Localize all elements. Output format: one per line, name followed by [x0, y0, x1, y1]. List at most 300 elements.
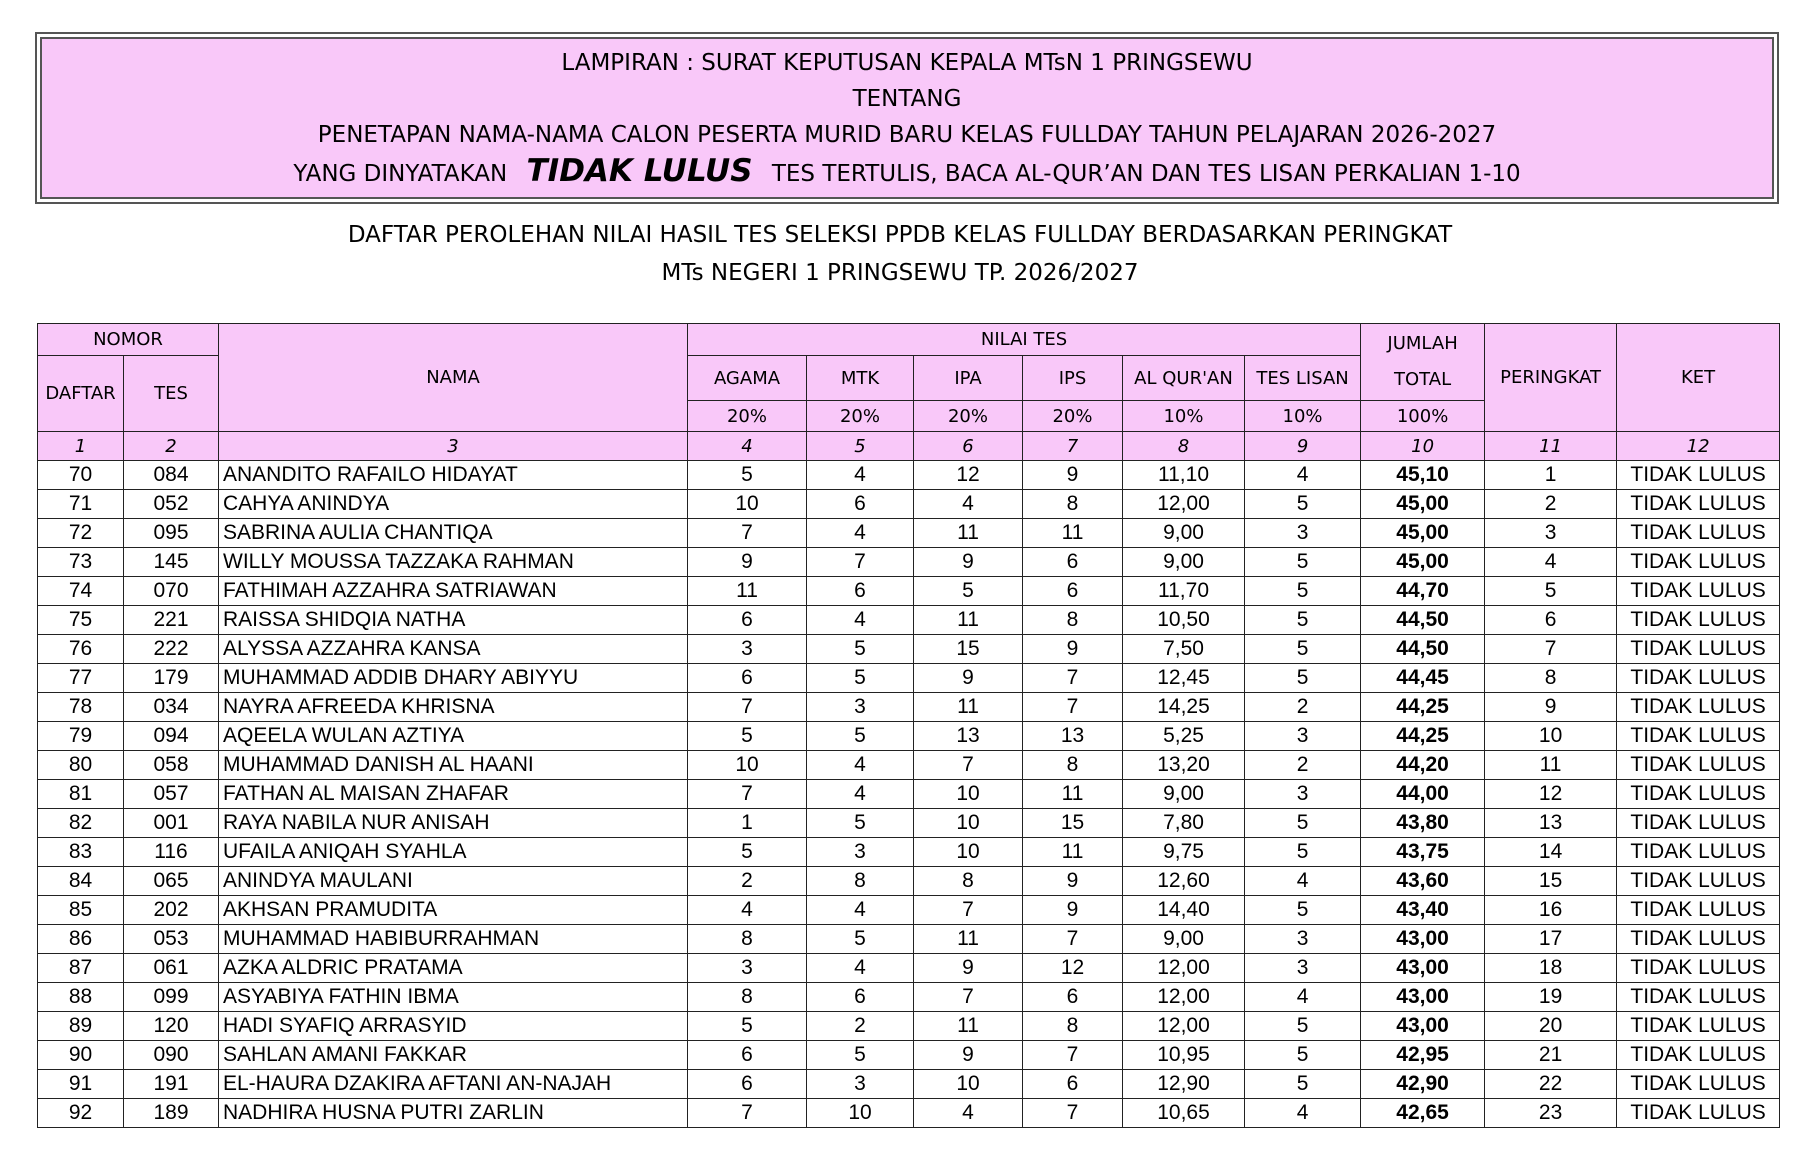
- column-number: 7: [1023, 432, 1123, 461]
- peringkat-cell: 1: [1485, 461, 1617, 490]
- ipa-cell: 10: [914, 780, 1023, 809]
- name-cell: NADHIRA HUSNA PUTRI ZARLIN: [219, 1099, 688, 1128]
- tes-lisan-cell: 3: [1245, 722, 1361, 751]
- tes-lisan-cell: 5: [1245, 664, 1361, 693]
- tes-lisan-cell: 5: [1245, 896, 1361, 925]
- peringkat-cell: 19: [1485, 983, 1617, 1012]
- no-daftar-cell: 92: [38, 1099, 124, 1128]
- ipa-cell: 9: [914, 1041, 1023, 1070]
- ips-cell: 13: [1023, 722, 1123, 751]
- column-number: 6: [914, 432, 1023, 461]
- ips-cell: 6: [1023, 983, 1123, 1012]
- decree-banner-inner: [40, 37, 1774, 199]
- header-total-weight: 100%: [1361, 401, 1485, 432]
- tes-lisan-cell: 3: [1245, 780, 1361, 809]
- mtk-cell: 3: [807, 838, 914, 867]
- no-daftar-cell: 85: [38, 896, 124, 925]
- tes-lisan-cell: 3: [1245, 519, 1361, 548]
- mtk-cell: 4: [807, 461, 914, 490]
- agama-cell: 3: [688, 954, 807, 983]
- alquran-cell: 10,50: [1123, 606, 1245, 635]
- ket-cell: TIDAK LULUS: [1617, 635, 1780, 664]
- name-cell: SAHLAN AMANI FAKKAR: [219, 1041, 688, 1070]
- table-row: [38, 693, 1780, 722]
- peringkat-cell: 12: [1485, 780, 1617, 809]
- no-tes-cell: 221: [124, 606, 219, 635]
- ipa-cell: 11: [914, 1012, 1023, 1041]
- ipa-cell: 15: [914, 635, 1023, 664]
- ket-cell: TIDAK LULUS: [1617, 1070, 1780, 1099]
- ket-cell: TIDAK LULUS: [1617, 1099, 1780, 1128]
- mtk-cell: 5: [807, 925, 914, 954]
- ipa-cell: 12: [914, 461, 1023, 490]
- decree-line-2: TENTANG: [852, 85, 962, 112]
- tes-lisan-cell: 4: [1245, 867, 1361, 896]
- total-cell: 43,75: [1361, 838, 1485, 867]
- ipa-cell: 10: [914, 1070, 1023, 1099]
- table-row: [38, 519, 1780, 548]
- no-daftar-cell: 91: [38, 1070, 124, 1099]
- ket-cell: TIDAK LULUS: [1617, 606, 1780, 635]
- header-jumlah-total: [1361, 324, 1485, 401]
- alquran-cell: 10,95: [1123, 1041, 1245, 1070]
- peringkat-cell: 9: [1485, 693, 1617, 722]
- ips-cell: 8: [1023, 490, 1123, 519]
- agama-cell: 7: [688, 780, 807, 809]
- agama-cell: 7: [688, 1099, 807, 1128]
- no-daftar-cell: 88: [38, 983, 124, 1012]
- mtk-cell: 4: [807, 896, 914, 925]
- mtk-cell: 6: [807, 983, 914, 1012]
- column-number: 5: [807, 432, 914, 461]
- ket-cell: TIDAK LULUS: [1617, 954, 1780, 983]
- no-tes-cell: 057: [124, 780, 219, 809]
- table-row: [38, 548, 1780, 577]
- no-daftar-cell: 73: [38, 548, 124, 577]
- ket-cell: TIDAK LULUS: [1617, 548, 1780, 577]
- ips-cell: 9: [1023, 635, 1123, 664]
- agama-cell: 1: [688, 809, 807, 838]
- ipa-cell: 11: [914, 693, 1023, 722]
- alquran-cell: 12,60: [1123, 867, 1245, 896]
- peringkat-cell: 13: [1485, 809, 1617, 838]
- total-cell: 45,10: [1361, 461, 1485, 490]
- ket-cell: TIDAK LULUS: [1617, 722, 1780, 751]
- total-cell: 44,00: [1361, 780, 1485, 809]
- ipa-cell: 10: [914, 838, 1023, 867]
- header-subject: TES LISAN: [1245, 356, 1361, 401]
- ips-cell: 12: [1023, 954, 1123, 983]
- peringkat-cell: 17: [1485, 925, 1617, 954]
- header-total: TOTAL: [1394, 369, 1452, 390]
- list-title: DAFTAR PEROLEHAN NILAI HASIL TES SELEKSI PPDB KELAS FULLDAY BERDASARKAN PERINGKAT: [347, 222, 1453, 248]
- table-header: [38, 324, 1780, 461]
- table-row: [38, 606, 1780, 635]
- table-row: [38, 1012, 1780, 1041]
- no-daftar-cell: 77: [38, 664, 124, 693]
- ket-cell: TIDAK LULUS: [1617, 461, 1780, 490]
- no-daftar-cell: 90: [38, 1041, 124, 1070]
- decree-line-4: [293, 153, 1520, 192]
- name-cell: EL-HAURA DZAKIRA AFTANI AN-NAJAH: [219, 1070, 688, 1099]
- peringkat-cell: 4: [1485, 548, 1617, 577]
- peringkat-cell: 11: [1485, 751, 1617, 780]
- table-row: [38, 925, 1780, 954]
- ket-cell: TIDAK LULUS: [1617, 1041, 1780, 1070]
- name-cell: MUHAMMAD DANISH AL HAANI: [219, 751, 688, 780]
- no-daftar-cell: 75: [38, 606, 124, 635]
- table-body: [38, 461, 1780, 1128]
- mtk-cell: 5: [807, 664, 914, 693]
- table-row: [38, 838, 1780, 867]
- table-row: [38, 751, 1780, 780]
- no-tes-cell: 191: [124, 1070, 219, 1099]
- name-cell: ANANDITO RAFAILO HIDAYAT: [219, 461, 688, 490]
- alquran-cell: 12,00: [1123, 490, 1245, 519]
- total-cell: 43,60: [1361, 867, 1485, 896]
- tes-lisan-cell: 3: [1245, 925, 1361, 954]
- mtk-cell: 4: [807, 751, 914, 780]
- total-cell: 44,25: [1361, 722, 1485, 751]
- no-tes-cell: 065: [124, 867, 219, 896]
- ket-cell: TIDAK LULUS: [1617, 896, 1780, 925]
- header-weight: 20%: [1023, 401, 1123, 432]
- mtk-cell: 6: [807, 577, 914, 606]
- no-daftar-cell: 86: [38, 925, 124, 954]
- peringkat-cell: 2: [1485, 490, 1617, 519]
- alquran-cell: 11,70: [1123, 577, 1245, 606]
- total-cell: 42,65: [1361, 1099, 1485, 1128]
- table-row: [38, 1099, 1780, 1128]
- ket-cell: TIDAK LULUS: [1617, 519, 1780, 548]
- name-cell: ANINDYA MAULANI: [219, 867, 688, 896]
- column-number: 8: [1123, 432, 1245, 461]
- agama-cell: 10: [688, 751, 807, 780]
- table-row: [38, 954, 1780, 983]
- no-daftar-cell: 81: [38, 780, 124, 809]
- ipa-cell: 13: [914, 722, 1023, 751]
- mtk-cell: 5: [807, 1041, 914, 1070]
- ips-cell: 9: [1023, 867, 1123, 896]
- mtk-cell: 4: [807, 606, 914, 635]
- agama-cell: 6: [688, 606, 807, 635]
- name-cell: MUHAMMAD ADDIB DHARY ABIYYU: [219, 664, 688, 693]
- total-cell: 44,25: [1361, 693, 1485, 722]
- ket-cell: TIDAK LULUS: [1617, 867, 1780, 896]
- ipa-cell: 9: [914, 664, 1023, 693]
- mtk-cell: 4: [807, 780, 914, 809]
- agama-cell: 6: [688, 1070, 807, 1099]
- mtk-cell: 2: [807, 1012, 914, 1041]
- agama-cell: 2: [688, 867, 807, 896]
- no-daftar-cell: 87: [38, 954, 124, 983]
- no-daftar-cell: 82: [38, 809, 124, 838]
- tes-lisan-cell: 5: [1245, 606, 1361, 635]
- ips-cell: 6: [1023, 1070, 1123, 1099]
- total-cell: 42,90: [1361, 1070, 1485, 1099]
- decree-banner: [35, 32, 1779, 204]
- table-row: [38, 1070, 1780, 1099]
- alquran-cell: 11,10: [1123, 461, 1245, 490]
- total-cell: 45,00: [1361, 548, 1485, 577]
- alquran-cell: 12,00: [1123, 954, 1245, 983]
- peringkat-cell: 20: [1485, 1012, 1617, 1041]
- decree-line-4-prefix: YANG DINYATAKAN: [293, 160, 508, 187]
- peringkat-cell: 16: [1485, 896, 1617, 925]
- no-daftar-cell: 78: [38, 693, 124, 722]
- mtk-cell: 3: [807, 693, 914, 722]
- decree-line-3: PENETAPAN NAMA-NAMA CALON PESERTA MURID BARU KELAS FULLDAY TAHUN PELAJARAN 2026-2027: [317, 121, 1497, 148]
- name-cell: AKHSAN PRAMUDITA: [219, 896, 688, 925]
- name-cell: FATHIMAH AZZAHRA SATRIAWAN: [219, 577, 688, 606]
- list-subtitle: MTs NEGERI 1 PRINGSEWU TP. 2026/2027: [661, 260, 1139, 286]
- header-subject: IPA: [914, 356, 1023, 401]
- header-nilai-tes: NILAI TES: [688, 324, 1361, 356]
- header-subject: AL QUR'AN: [1123, 356, 1245, 401]
- no-tes-cell: 120: [124, 1012, 219, 1041]
- no-daftar-cell: 83: [38, 838, 124, 867]
- peringkat-cell: 23: [1485, 1099, 1617, 1128]
- no-tes-cell: 202: [124, 896, 219, 925]
- no-tes-cell: 145: [124, 548, 219, 577]
- tes-lisan-cell: 5: [1245, 1041, 1361, 1070]
- tes-lisan-cell: 3: [1245, 954, 1361, 983]
- ips-cell: 8: [1023, 1012, 1123, 1041]
- mtk-cell: 5: [807, 722, 914, 751]
- no-daftar-cell: 70: [38, 461, 124, 490]
- column-number: 2: [124, 432, 219, 461]
- peringkat-cell: 21: [1485, 1041, 1617, 1070]
- tes-lisan-cell: 5: [1245, 635, 1361, 664]
- alquran-cell: 9,00: [1123, 780, 1245, 809]
- no-daftar-cell: 80: [38, 751, 124, 780]
- no-daftar-cell: 71: [38, 490, 124, 519]
- column-number: 4: [688, 432, 807, 461]
- header-weight: 10%: [1123, 401, 1245, 432]
- peringkat-cell: 5: [1485, 577, 1617, 606]
- no-tes-cell: 052: [124, 490, 219, 519]
- agama-cell: 5: [688, 838, 807, 867]
- header-ket: KET: [1617, 324, 1780, 432]
- total-cell: 43,00: [1361, 925, 1485, 954]
- tes-lisan-cell: 5: [1245, 1070, 1361, 1099]
- peringkat-cell: 7: [1485, 635, 1617, 664]
- name-cell: RAYA NABILA NUR ANISAH: [219, 809, 688, 838]
- ket-cell: TIDAK LULUS: [1617, 751, 1780, 780]
- no-tes-cell: 099: [124, 983, 219, 1012]
- ips-cell: 11: [1023, 838, 1123, 867]
- ips-cell: 7: [1023, 664, 1123, 693]
- agama-cell: 6: [688, 1041, 807, 1070]
- name-cell: FATHAN AL MAISAN ZHAFAR: [219, 780, 688, 809]
- ipa-cell: 9: [914, 548, 1023, 577]
- decree-line-4-suffix: TES TERTULIS, BACA AL-QUR’AN DAN TES LISAN PERKALIAN 1-10: [771, 160, 1521, 187]
- alquran-cell: 12,00: [1123, 1012, 1245, 1041]
- ips-cell: 6: [1023, 577, 1123, 606]
- agama-cell: 3: [688, 635, 807, 664]
- no-tes-cell: 179: [124, 664, 219, 693]
- table-row: [38, 577, 1780, 606]
- no-tes-cell: 034: [124, 693, 219, 722]
- total-cell: 43,80: [1361, 809, 1485, 838]
- table-row: [38, 809, 1780, 838]
- peringkat-cell: 8: [1485, 664, 1617, 693]
- header-subject: AGAMA: [688, 356, 807, 401]
- ips-cell: 9: [1023, 896, 1123, 925]
- tes-lisan-cell: 5: [1245, 548, 1361, 577]
- alquran-cell: 7,80: [1123, 809, 1245, 838]
- total-cell: 43,00: [1361, 983, 1485, 1012]
- results-table: [37, 323, 1780, 1128]
- ket-cell: TIDAK LULUS: [1617, 780, 1780, 809]
- agama-cell: 5: [688, 461, 807, 490]
- no-tes-cell: 084: [124, 461, 219, 490]
- alquran-cell: 10,65: [1123, 1099, 1245, 1128]
- no-tes-cell: 070: [124, 577, 219, 606]
- name-cell: SABRINA AULIA CHANTIQA: [219, 519, 688, 548]
- ipa-cell: 4: [914, 490, 1023, 519]
- mtk-cell: 7: [807, 548, 914, 577]
- alquran-cell: 12,45: [1123, 664, 1245, 693]
- ipa-cell: 5: [914, 577, 1023, 606]
- mtk-cell: 3: [807, 1070, 914, 1099]
- column-number: 1: [38, 432, 124, 461]
- name-cell: ALYSSA AZZAHRA KANSA: [219, 635, 688, 664]
- alquran-cell: 14,25: [1123, 693, 1245, 722]
- alquran-cell: 12,90: [1123, 1070, 1245, 1099]
- no-tes-cell: 189: [124, 1099, 219, 1128]
- name-cell: ASYABIYA FATHIN IBMA: [219, 983, 688, 1012]
- table-row: [38, 722, 1780, 751]
- no-tes-cell: 222: [124, 635, 219, 664]
- alquran-cell: 9,00: [1123, 548, 1245, 577]
- alquran-cell: 12,00: [1123, 983, 1245, 1012]
- header-nomor: NOMOR: [38, 324, 219, 356]
- no-tes-cell: 001: [124, 809, 219, 838]
- table-row: [38, 461, 1780, 490]
- peringkat-cell: 3: [1485, 519, 1617, 548]
- ips-cell: 7: [1023, 693, 1123, 722]
- peringkat-cell: 18: [1485, 954, 1617, 983]
- tes-lisan-cell: 5: [1245, 1012, 1361, 1041]
- no-daftar-cell: 76: [38, 635, 124, 664]
- mtk-cell: 6: [807, 490, 914, 519]
- total-cell: 45,00: [1361, 519, 1485, 548]
- ipa-cell: 11: [914, 519, 1023, 548]
- alquran-cell: 7,50: [1123, 635, 1245, 664]
- name-cell: RAISSA SHIDQIA NATHA: [219, 606, 688, 635]
- header-subject: IPS: [1023, 356, 1123, 401]
- ips-cell: 6: [1023, 548, 1123, 577]
- ipa-cell: 4: [914, 1099, 1023, 1128]
- agama-cell: 9: [688, 548, 807, 577]
- ket-cell: TIDAK LULUS: [1617, 490, 1780, 519]
- column-number: 3: [219, 432, 688, 461]
- total-cell: 44,70: [1361, 577, 1485, 606]
- header-subject: MTK: [807, 356, 914, 401]
- ips-cell: 11: [1023, 780, 1123, 809]
- column-number: 12: [1617, 432, 1780, 461]
- agama-cell: 5: [688, 722, 807, 751]
- header-peringkat: PERINGKAT: [1485, 324, 1617, 432]
- tes-lisan-cell: 4: [1245, 983, 1361, 1012]
- table-row: [38, 490, 1780, 519]
- alquran-cell: 9,75: [1123, 838, 1245, 867]
- total-cell: 44,50: [1361, 606, 1485, 635]
- no-tes-cell: 094: [124, 722, 219, 751]
- header-jumlah: JUMLAH: [1387, 333, 1458, 354]
- peringkat-cell: 22: [1485, 1070, 1617, 1099]
- total-cell: 45,00: [1361, 490, 1485, 519]
- column-number: 9: [1245, 432, 1361, 461]
- name-cell: NAYRA AFREEDA KHRISNA: [219, 693, 688, 722]
- name-cell: AQEELA WULAN AZTIYA: [219, 722, 688, 751]
- name-cell: UFAILA ANIQAH SYAHLA: [219, 838, 688, 867]
- ket-cell: TIDAK LULUS: [1617, 809, 1780, 838]
- agama-cell: 10: [688, 490, 807, 519]
- ipa-cell: 8: [914, 867, 1023, 896]
- total-cell: 44,50: [1361, 635, 1485, 664]
- header-nama: NAMA: [219, 324, 688, 432]
- tes-lisan-cell: 2: [1245, 751, 1361, 780]
- alquran-cell: 9,00: [1123, 519, 1245, 548]
- header-weight: 20%: [807, 401, 914, 432]
- no-daftar-cell: 74: [38, 577, 124, 606]
- tes-lisan-cell: 4: [1245, 461, 1361, 490]
- no-tes-cell: 058: [124, 751, 219, 780]
- ket-cell: TIDAK LULUS: [1617, 838, 1780, 867]
- no-tes-cell: 090: [124, 1041, 219, 1070]
- name-cell: WILLY MOUSSA TAZZAKA RAHMAN: [219, 548, 688, 577]
- no-daftar-cell: 79: [38, 722, 124, 751]
- ipa-cell: 9: [914, 954, 1023, 983]
- table-row: [38, 664, 1780, 693]
- ipa-cell: 11: [914, 925, 1023, 954]
- tes-lisan-cell: 5: [1245, 577, 1361, 606]
- mtk-cell: 5: [807, 635, 914, 664]
- ips-cell: 7: [1023, 925, 1123, 954]
- column-number: 11: [1485, 432, 1617, 461]
- alquran-cell: 5,25: [1123, 722, 1245, 751]
- total-cell: 43,00: [1361, 1012, 1485, 1041]
- ket-cell: TIDAK LULUS: [1617, 925, 1780, 954]
- ket-cell: TIDAK LULUS: [1617, 577, 1780, 606]
- ips-cell: 8: [1023, 606, 1123, 635]
- name-cell: AZKA ALDRIC PRATAMA: [219, 954, 688, 983]
- no-tes-cell: 053: [124, 925, 219, 954]
- table-row: [38, 983, 1780, 1012]
- name-cell: HADI SYAFIQ ARRASYID: [219, 1012, 688, 1041]
- agama-cell: 11: [688, 577, 807, 606]
- table-row: [38, 780, 1780, 809]
- ipa-cell: 10: [914, 809, 1023, 838]
- ket-cell: TIDAK LULUS: [1617, 693, 1780, 722]
- peringkat-cell: 14: [1485, 838, 1617, 867]
- ipa-cell: 7: [914, 751, 1023, 780]
- alquran-cell: 9,00: [1123, 925, 1245, 954]
- header-weight: 20%: [914, 401, 1023, 432]
- mtk-cell: 4: [807, 954, 914, 983]
- tes-lisan-cell: 5: [1245, 838, 1361, 867]
- ips-cell: 7: [1023, 1099, 1123, 1128]
- mtk-cell: 5: [807, 809, 914, 838]
- tes-lisan-cell: 5: [1245, 490, 1361, 519]
- alquran-cell: 14,40: [1123, 896, 1245, 925]
- decree-status: TIDAK LULUS: [526, 152, 753, 189]
- no-daftar-cell: 84: [38, 867, 124, 896]
- agama-cell: 6: [688, 664, 807, 693]
- agama-cell: 8: [688, 983, 807, 1012]
